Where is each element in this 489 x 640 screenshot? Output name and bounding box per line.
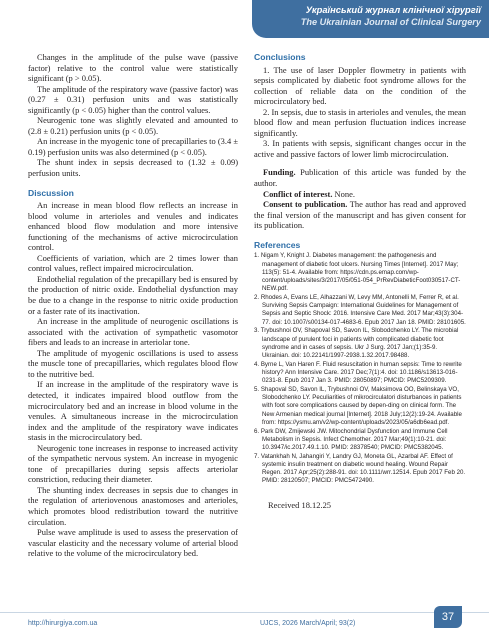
reference-item: 4. Byrne L, Van Haren F. Fluid resuscitation in human sepsis: Time to rewrite history? Ann Intensive Care. 2017 Dec;7(1):4. doi: 10.1186/s13613-016-0231-8. Epub 2017 Jan 3. PMID: 28050897; PMCID: PMC5209309. <box>254 360 462 385</box>
discussion-paragraph: The shunting index decreases in sepsis due to changes in the regulation of arteriovenous anastomoses and arterioles, which promotes blood redistribution toward the nutritive circulation. <box>28 484 238 527</box>
discussion-paragraph: The amplitude of myogenic oscillations is used to assess the muscle tone of precapillaries, which regulates blood flow to the nutritive bed. <box>28 347 238 379</box>
results-paragraph: The amplitude of the respiratory wave (passive factor) was (0.27 ± 0.31) perfusion units and was statistically significantly (p < 0.05) higher than the control values. <box>28 83 238 115</box>
footer-issue-info: UJCS, 2026 March/April; 93(2) <box>260 620 356 627</box>
funding-statement <box>254 167 466 188</box>
journal-title-en: The Ukrainian Journal of Clinical Surgery <box>300 17 481 27</box>
results-paragraph: Neurogenic tone was slightly elevated and amounted to (2.8 ± 0.21) perfusion units (p < 0.05). <box>28 115 238 136</box>
discussion-paragraph: Pulse wave amplitude is used to assess the preservation of vascular elasticity and the necessary volume of arterial blood relative to the volume of the microcirculatory bed. <box>28 527 238 559</box>
reference-item: 2. Rhodes A, Evans LE, Alhazzani W, Levy MM, Antonelli M, Ferrer R, et al. Surviving Sepsis Campaign: International Guidelines for Management of Sepsis and Septic Shock: 2016. Intensive Care Med. 2017 Mar;43(3):304-77. doi: 10.1007/s00134-017-4683-6. Epub 2017 Jan 18. PMID: 28101605. <box>254 293 466 326</box>
references-list <box>254 252 466 485</box>
left-column <box>28 52 238 559</box>
funding-text: Publication of this article was funded by the author. <box>254 167 466 189</box>
consent-statement <box>254 199 466 231</box>
results-paragraph: An increase in the myogenic tone of precapillaries to (3.4 ± 0.19) perfusion units was also determined (p < 0.05). <box>28 136 238 157</box>
footer-divider <box>0 612 489 613</box>
reference-item: 1. Nigam Y, Knight J. Diabetes management: the pathogenesis and management of diabetic foot ulcers. Nursing Times [Internet]. 2017 May; 113(5): 51-4. Available from: https://cdn.ps.emap.com/wp-content/uploads/sites/3/2017/05/051-054_PrRevDiabeticFoot030517-CT-NEW.pdf. <box>254 252 461 293</box>
reference-item: 6. Park DW, Zmijewski JW. Mitochondrial Dysfunction and Immune Cell Metabolism in Sepsis. Infect Chemother. 2017 Mar;49(1):10-21. doi: 10.3947/ic.2017.49.1.10. PMID: 28378540; PMCID: PMC5382045. <box>254 427 448 451</box>
page-number: 37 <box>434 606 462 628</box>
discussion-paragraph: Coefficients of variation, which are 2 times lower than control values, reflect impaired microcirculation. <box>28 252 238 274</box>
consent-label: Consent to publication. <box>263 199 348 210</box>
journal-title <box>301 3 481 29</box>
conclusions-heading: Conclusions <box>254 52 306 62</box>
right-column <box>254 52 466 510</box>
received-date: Received 18.12.25 <box>268 499 332 510</box>
conclusion-item: 3. In patients with sepsis, significant changes occur in the active and passive factors of lower limb microcirculation. <box>254 138 466 159</box>
conclusion-item: 1. The use of laser Doppler flowmetry in patients with sepsis complicated by diabetic foot syndrome allows for the collection of reliable data on the condition of the microcirculatory bed. <box>254 64 466 107</box>
conflict-statement <box>254 189 466 200</box>
conflict-label: Conflict of interest. <box>263 188 333 199</box>
discussion-paragraph: Endothelial regulation of the precapillary bed is ensured by the production of nitric oxide. Endothelial dysfunction may be due to a change in the response to nitric oxide production or a faster rate of its inactivation. <box>28 273 238 316</box>
results-paragraph: The shunt index in sepsis decreased to (1.32 ± 0.09) perfusion units. <box>28 157 238 179</box>
reference-item: 3. Trybushnoi OV, Shapoval SD, Savon IL, Slobodchenko LY. The microbial landscape of purulent foci in patients with complicated diabetic foot syndrome and in cases of sepsis. Ukr J Surg. 2017 Jan;(1):35-9. Ukrainian. doi: 10.22141/1997-2938.1.32.2017.98488. <box>254 327 459 359</box>
conclusion-item: 2. In sepsis, due to stasis in arterioles and venules, the mean blood flow and mean perfusion fluctuation indices increase significantly. <box>254 106 466 138</box>
consent-text: The author has read and approved the final version of the manuscript and has given consent for its publication. <box>254 199 466 231</box>
references-heading: References <box>254 239 301 250</box>
discussion-paragraph: Neurogenic tone increases in response to increased activity of the sympathetic nervous system. An increase in myogenic tone of precapillaries during sepsis affects arteriolar constriction, reducing their diameter. <box>28 442 238 485</box>
discussion-heading: Discussion <box>28 187 74 198</box>
funding-label: Funding. <box>263 167 296 178</box>
discussion-paragraph: An increase in the amplitude of neurogenic oscillations is associated with the activation of sympathetic vasomotor fibers and leads to an increase in arteriolar tone. <box>28 316 238 348</box>
reference-item: 5. Shapoval SD, Savon IL, Trybushnoi OV, Maksimova OO, Belinskaya VO, Slobodchenko LY. Peculiarities of mikrocirculatori disturbances in patients with foot sore complications caused by depen-ding on clinical form. The New Armenian medical journal [Internet]. 2018 July;12(2):19-24. Available from: https://ysmu.am/v2/wp-content/uploads/2023/05/a6db6ead.pdf. <box>254 385 462 426</box>
results-paragraph: Changes in the amplitude of the pulse wave (passive factor) relative to the control value were statistically significant (p > 0.05). <box>28 52 238 84</box>
discussion-paragraph: If an increase in the amplitude of the respiratory wave is detected, it indicates impaired blood outflow from the microcirculatory bed and an increase in blood volume in the venules. A simultaneous increase in the microcirculation index and the amplitude of the respiratory wave indicates stasis in the microcirculatory bed. <box>28 379 238 443</box>
conflict-text: None. <box>332 188 355 199</box>
journal-header-band <box>252 0 489 38</box>
discussion-paragraph: An increase in mean blood flow reflects an increase in blood volume in arterioles and venules and indicates enhanced blood flow modulation and more intensive functioning of the mechanisms of active microcirculation control. <box>28 200 238 253</box>
reference-item: 7. Vatankhah N, Jahangiri Y, Landry GJ, Moneta GL, Azarbal AF. Effect of systemic insulin treatment on diabetic wound healing. Wound Repair Regen. 2017 Apr;25(2):288-91. doi: 10.1111/wrr.12514. Epub 2017 Feb 20. PMID: 28120507; PMCID: PMC5472490. <box>254 452 466 485</box>
footer-url-link[interactable]: http://hirurgiya.com.ua <box>28 620 98 627</box>
journal-title-ua: Український журнал клінічної хірургії <box>305 4 481 15</box>
